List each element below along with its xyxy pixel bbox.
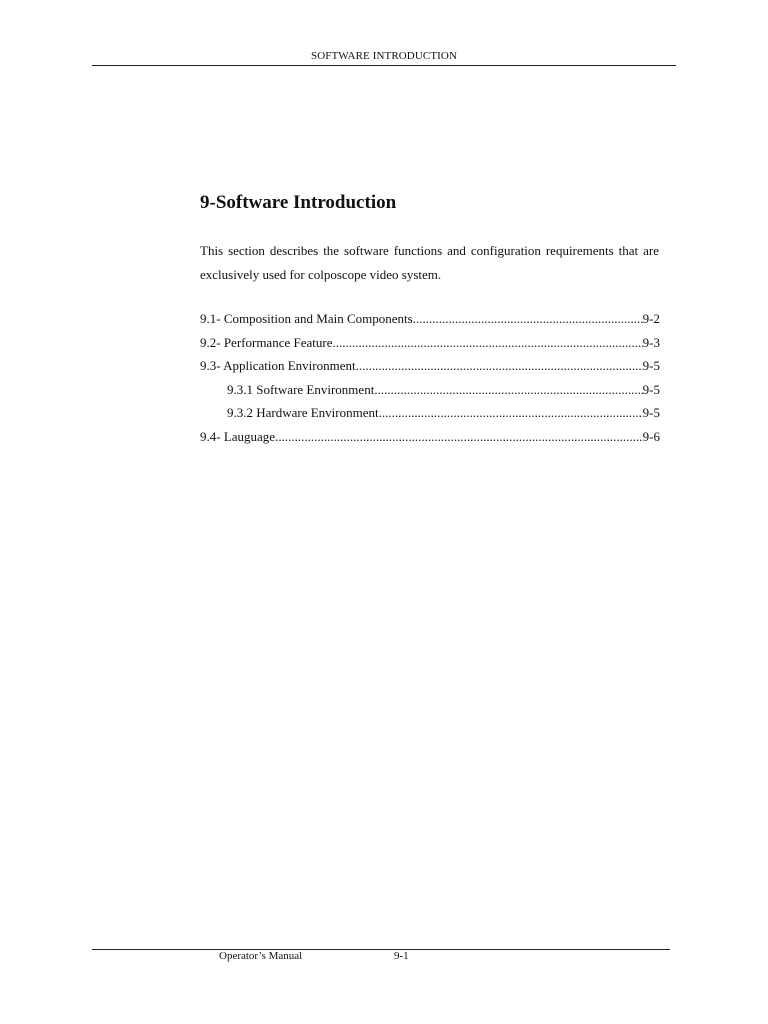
toc-entry-text: 9.1- Composition and Main Components (200, 311, 413, 326)
toc-entry-9-3-2[interactable] (200, 405, 660, 429)
toc-entry-9-1[interactable] (200, 311, 660, 335)
toc-entry-9-2[interactable] (200, 335, 660, 359)
toc-entry-text: 9.3- Application Environment (200, 358, 356, 373)
toc-page-number: 9-6 (642, 428, 660, 444)
toc-entry-9-3[interactable] (200, 358, 660, 382)
footer-manual-label: Operator’s Manual (219, 950, 303, 962)
section-title: 9-Software Introduction (200, 192, 397, 213)
toc-entry-text: 9.3.1 Software Environment (227, 381, 375, 397)
toc-entry-text: 9.4- Lauguage (200, 428, 276, 444)
toc-page-number: 9-5 (642, 381, 660, 397)
toc-page-number: 9-5 (642, 405, 660, 420)
toc-page-number: 9-3 (642, 334, 660, 350)
toc-dot-leader (356, 358, 643, 374)
toc-dot-leader (275, 429, 643, 445)
toc-entry-9-3-1[interactable] (200, 382, 660, 406)
toc-page-number: 9-2 (642, 311, 660, 326)
toc-dot-leader (374, 382, 642, 398)
toc-dot-leader (332, 335, 642, 351)
toc-entry-text: 9.3.2 Hardware Environment (227, 405, 379, 420)
header-rule (92, 65, 676, 66)
footer-page-number: 9-1 (394, 950, 409, 962)
toc-entry-9-4[interactable] (200, 429, 660, 453)
toc-page-number: 9-5 (642, 358, 660, 373)
table-of-contents (200, 311, 660, 452)
running-header: SOFTWARE INTRODUCTION (310, 50, 457, 62)
footer-rule (92, 949, 670, 950)
toc-dot-leader (379, 405, 643, 421)
toc-entry-text: 9.2- Performance Feature (200, 334, 333, 350)
toc-dot-leader (413, 311, 643, 327)
intro-paragraph: This section describes the software functions and configuration requirements that are exclusively used for colposcope video system. (200, 243, 659, 282)
